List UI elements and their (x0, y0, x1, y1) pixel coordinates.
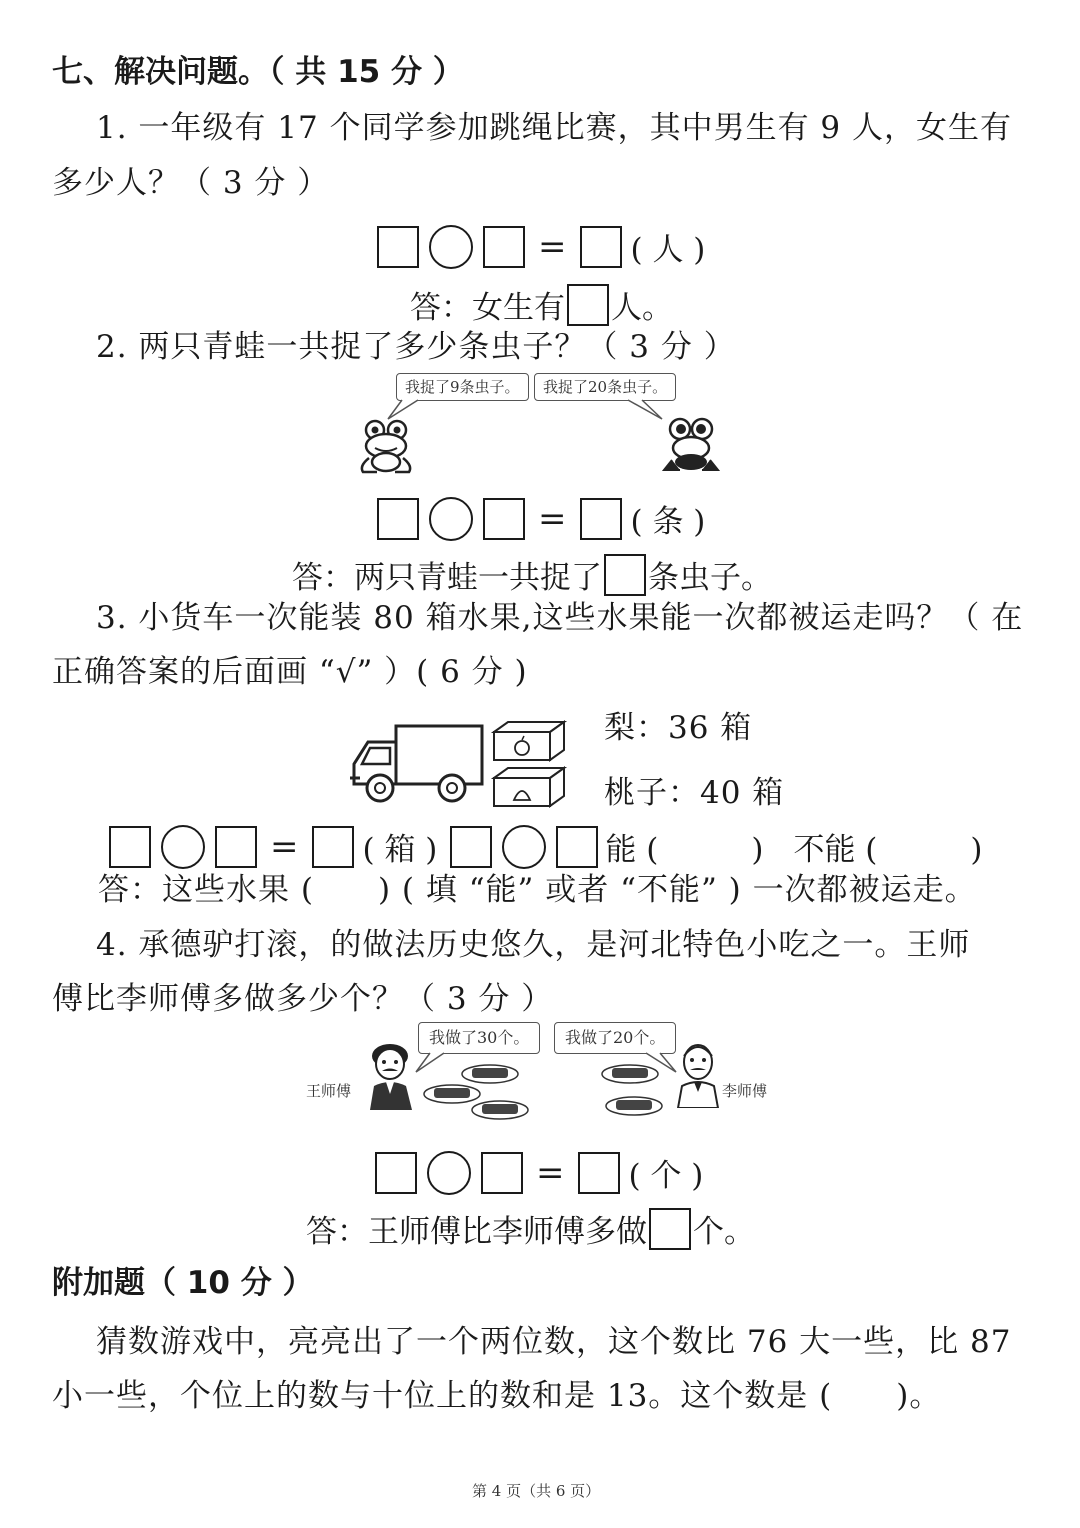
q2-answer-suffix: 条虫子。 (648, 560, 772, 596)
q4-text-line1: 4. 承德驴打滚，的做法历史悠久，是河北特色小吃之一。王师 (96, 927, 971, 963)
q4-unit: ( 个 ) (628, 1158, 704, 1194)
q4-result-box[interactable] (578, 1152, 620, 1194)
q3-cannot-option[interactable]: 不能 ( ) (793, 832, 983, 868)
food-plates-left-icon (420, 1060, 530, 1124)
q3-answer: 答：这些水果 ( ) ( 填 “能” 或者 “不能” ) 一次都被运走。 (98, 872, 977, 908)
q4-answer-suffix: 个。 (693, 1214, 755, 1250)
q4-answer-prefix: 答：王师傅比李师傅多做 (306, 1214, 647, 1250)
q2-result-box[interactable] (580, 498, 622, 540)
q2-operand2-box[interactable] (483, 498, 525, 540)
q3-equals-sign: = (270, 826, 299, 867)
bonus-text-line1: 猜数游戏中，亮亮出了一个两位数，这个数比 76 大一些，比 87 (96, 1324, 1012, 1360)
q3-result-box[interactable] (312, 826, 354, 868)
q1-operand2-box[interactable] (483, 226, 525, 268)
q4-bubble-left: 我做了30个。 (418, 1022, 540, 1054)
q4-equals-sign: = (536, 1152, 565, 1193)
q1-operator-circle[interactable] (429, 225, 473, 269)
q4-operator-circle[interactable] (427, 1151, 471, 1195)
q4-operand1-box[interactable] (375, 1152, 417, 1194)
q2-bubble-right: 我捉了20条虫子。 (534, 373, 676, 401)
q3-unit: ( 箱 ) (362, 832, 438, 868)
q2-unit: ( 条 ) (630, 504, 706, 540)
bonus-text-line2: 小一些，个位上的数与十位上的数和是 13。这个数是 ( )。 (52, 1378, 942, 1414)
food-plates-right-icon (590, 1060, 670, 1124)
q4-equation (370, 1150, 703, 1195)
q3-equation (104, 824, 983, 869)
q1-unit: ( 人 ) (630, 232, 706, 268)
q1-equation (372, 224, 705, 269)
q2-operand1-box[interactable] (377, 498, 419, 540)
q3-compare2-box[interactable] (556, 826, 598, 868)
q3-pear-label: 梨：36 箱 (604, 710, 753, 746)
q3-peach-label: 桃子：40 箱 (604, 775, 785, 811)
q2-text-line1: 2. 两只青蛙一共捉了多少条虫子？（ 3 分 ） (96, 329, 736, 365)
q2-answer-prefix: 答：两只青蛙一共捉了 (292, 560, 602, 596)
q2-equals-sign: = (538, 498, 567, 539)
q3-operand1-box[interactable] (109, 826, 151, 868)
q1-operand1-box[interactable] (377, 226, 419, 268)
q2-equation (372, 496, 705, 541)
q1-result-box[interactable] (580, 226, 622, 268)
q1-answer (410, 282, 673, 327)
q4-name-left: 王师傅 (306, 1082, 352, 1100)
q4-name-right: 李师傅 (722, 1082, 768, 1100)
chef-li-icon (672, 1036, 724, 1108)
q2-answer-box[interactable] (604, 554, 646, 596)
chef-wang-icon (362, 1036, 420, 1110)
q4-answer (306, 1206, 755, 1251)
frog-right-icon (660, 416, 722, 474)
q4-operand2-box[interactable] (481, 1152, 523, 1194)
q1-answer-suffix: 人。 (611, 290, 673, 326)
q1-text-line2: 多少人？（ 3 分 ） (52, 165, 330, 201)
q3-can-option[interactable]: 能 ( ) (605, 832, 764, 868)
q4-text-line2: 傅比李师傅多做多少个？（ 3 分 ） (52, 981, 554, 1017)
q3-operator-circle[interactable] (161, 825, 205, 869)
q3-text-line1: 3. 小货车一次能装 80 箱水果,这些水果能一次都被运走吗？（ 在 (96, 600, 1024, 636)
q3-text-line2: 正确答案的后面画 “√” ）( 6 分 ) (52, 654, 528, 690)
bonus-title: 附加题（ 10 分 ） (52, 1265, 314, 1301)
q2-bubble-tails (380, 395, 680, 425)
q3-operand2-box[interactable] (215, 826, 257, 868)
q4-answer-box[interactable] (649, 1208, 691, 1250)
q3-compare-circle[interactable] (502, 825, 546, 869)
q3-compare1-box[interactable] (450, 826, 492, 868)
section-title: 七、解决问题。（ 共 15 分 ） (52, 54, 464, 90)
q2-answer (292, 552, 772, 597)
q1-answer-box[interactable] (567, 284, 609, 326)
truck-icon (346, 720, 486, 808)
frog-left-icon (355, 418, 417, 476)
q1-text-line1: 1. 一年级有 17 个同学参加跳绳比赛，其中男生有 9 人，女生有 (96, 110, 1013, 146)
page-footer: 第 4 页（共 6 页） (472, 1482, 601, 1500)
peach-box-icon (490, 764, 568, 810)
q1-equals-sign: = (538, 226, 567, 267)
q4-bubble-right: 我做了20个。 (554, 1022, 676, 1054)
q2-bubble-left: 我捉了9条虫子。 (396, 373, 529, 401)
pear-box-icon (490, 718, 568, 764)
q1-answer-prefix: 答：女生有 (410, 290, 565, 326)
q2-operator-circle[interactable] (429, 497, 473, 541)
